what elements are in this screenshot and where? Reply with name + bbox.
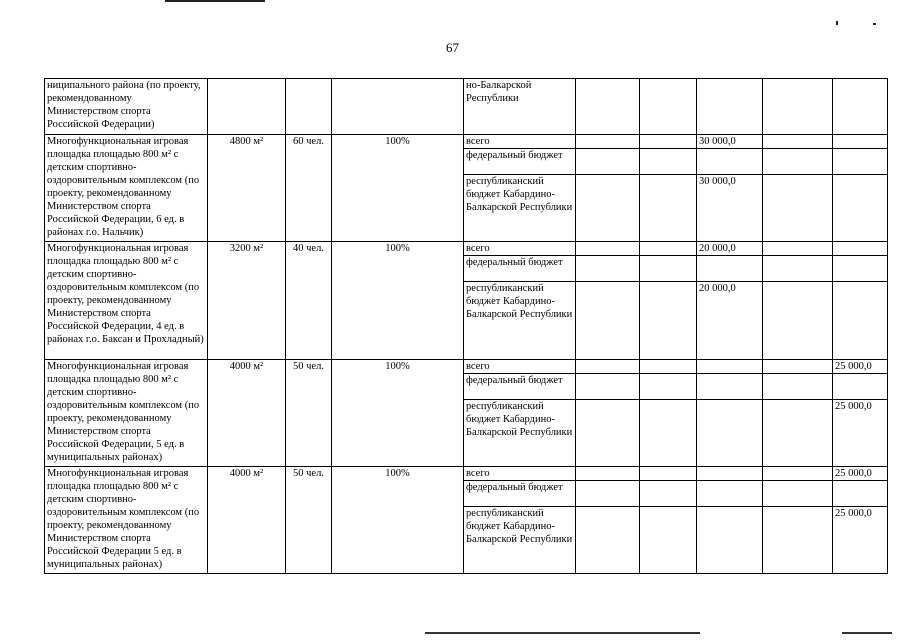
- amount-cell-b: [833, 282, 888, 360]
- amount-cell-b: [833, 256, 888, 282]
- source-cell: но-Балкарской Республики: [464, 79, 576, 135]
- amount-cell-a: [697, 467, 763, 481]
- amount-cell: [763, 467, 833, 481]
- amount-cell: [640, 481, 697, 507]
- percent-cell: [332, 79, 464, 135]
- amount-cell-a: 30 000,0: [697, 135, 763, 149]
- amount-cell: [576, 507, 640, 574]
- amount-cell: [640, 374, 697, 400]
- amount-cell: [763, 360, 833, 374]
- amount-cell-a: [697, 481, 763, 507]
- table-row: [45, 467, 888, 481]
- amount-cell: [697, 79, 763, 135]
- scan-artifact-bottom: [842, 632, 892, 634]
- table-row: [45, 135, 888, 149]
- amount-cell: [833, 79, 888, 135]
- amount-cell-a: [697, 256, 763, 282]
- scan-artifact-top: [165, 0, 265, 2]
- table-row: [45, 360, 888, 374]
- area-cell: 4000 м²: [208, 360, 286, 467]
- amount-cell: [576, 149, 640, 175]
- amount-cell-a: 30 000,0: [697, 175, 763, 242]
- amount-cell: [763, 507, 833, 574]
- amount-cell: [640, 242, 697, 256]
- item-name-cell: Многофункциональная игровая площадка площадью 800 м² с детским спортивно-оздоровительным комплексом (по проекту, рекомендованному Министерством спорта Российской Федерации, 5 ед. в муниципальных районах): [45, 360, 208, 467]
- amount-cell: [576, 79, 640, 135]
- capacity-cell: 50 чел.: [286, 360, 332, 467]
- amount-cell-a: 20 000,0: [697, 282, 763, 360]
- amount-cell-b: [833, 135, 888, 149]
- amount-cell: [576, 242, 640, 256]
- amount-cell: [640, 282, 697, 360]
- area-cell: [208, 79, 286, 135]
- page-number: 67: [446, 40, 459, 55]
- amount-cell: [763, 481, 833, 507]
- amount-cell: [576, 481, 640, 507]
- item-name-cell: ниципального района (по проекту, рекомендованному Министерством спорта Российской Федерации): [45, 79, 208, 135]
- item-name-cell: Многофункциональная игровая площадка площадью 800 м² с детским спортивно-оздоровительным комплексом (по проекту, рекомендованному Министерством спорта Российской Федерации, 4 ед. в районах г.о. Баксан и Прохладный): [45, 242, 208, 360]
- table-body: [45, 79, 888, 574]
- amount-cell: [576, 256, 640, 282]
- capacity-cell: 40 чел.: [286, 242, 332, 360]
- amount-cell: [576, 135, 640, 149]
- amount-cell-a: [697, 149, 763, 175]
- amount-cell-a: [697, 507, 763, 574]
- scan-artifact-dot: [873, 23, 876, 25]
- amount-cell: [763, 135, 833, 149]
- amount-cell: [763, 79, 833, 135]
- funding-table: [44, 78, 888, 574]
- amount-cell-b: [833, 149, 888, 175]
- area-cell: 3200 м²: [208, 242, 286, 360]
- amount-cell-b: 25 000,0: [833, 360, 888, 374]
- funding-source-cell: федеральный бюджет: [464, 149, 576, 175]
- funding-source-cell: всего: [464, 467, 576, 481]
- amount-cell: [640, 467, 697, 481]
- amount-cell-b: 25 000,0: [833, 467, 888, 481]
- amount-cell: [640, 507, 697, 574]
- amount-cell: [640, 135, 697, 149]
- capacity-cell: [286, 79, 332, 135]
- scan-artifact-dot: [836, 21, 838, 25]
- funding-source-cell: республиканский бюджет Кабардино-Балкарской Республики: [464, 282, 576, 360]
- funding-source-cell: федеральный бюджет: [464, 256, 576, 282]
- amount-cell: [640, 79, 697, 135]
- scan-artifact-bottom: [425, 632, 700, 634]
- amount-cell-b: [833, 481, 888, 507]
- table-row: [45, 242, 888, 256]
- percent-cell: 100%: [332, 242, 464, 360]
- funding-source-cell: федеральный бюджет: [464, 374, 576, 400]
- amount-cell-a: [697, 400, 763, 467]
- amount-cell-a: [697, 360, 763, 374]
- funding-source-cell: федеральный бюджет: [464, 481, 576, 507]
- amount-cell-a: [697, 374, 763, 400]
- area-cell: 4800 м²: [208, 135, 286, 242]
- amount-cell: [640, 360, 697, 374]
- amount-cell: [576, 467, 640, 481]
- amount-cell: [640, 400, 697, 467]
- amount-cell: [763, 400, 833, 467]
- amount-cell: [763, 175, 833, 242]
- amount-cell: [763, 242, 833, 256]
- amount-cell-b: [833, 374, 888, 400]
- funding-source-cell: всего: [464, 360, 576, 374]
- funding-source-cell: всего: [464, 135, 576, 149]
- funding-source-cell: республиканский бюджет Кабардино-Балкарской Республики: [464, 175, 576, 242]
- percent-cell: 100%: [332, 467, 464, 574]
- percent-cell: 100%: [332, 360, 464, 467]
- amount-cell: [640, 149, 697, 175]
- capacity-cell: 50 чел.: [286, 467, 332, 574]
- item-name-cell: Многофункциональная игровая площадка площадью 800 м² с детским спортивно-оздоровительным комплексом (по проекту, рекомендованному Министерством спорта Российской Федерации, 6 ед. в районах г.о. Нальчик): [45, 135, 208, 242]
- amount-cell: [576, 374, 640, 400]
- item-name-cell: Многофункциональная игровая площадка площадью 800 м² с детским спортивно-оздоровительным комплексом (по проекту, рекомендованному Министерством спорта Российской Федерации 5 ед. в муниципальных районах): [45, 467, 208, 574]
- amount-cell: [640, 175, 697, 242]
- amount-cell: [576, 400, 640, 467]
- area-cell: 4000 м²: [208, 467, 286, 574]
- amount-cell: [763, 149, 833, 175]
- amount-cell: [763, 374, 833, 400]
- amount-cell-b: 25 000,0: [833, 507, 888, 574]
- amount-cell-b: [833, 175, 888, 242]
- amount-cell: [576, 360, 640, 374]
- capacity-cell: 60 чел.: [286, 135, 332, 242]
- amount-cell: [576, 282, 640, 360]
- funding-source-cell: республиканский бюджет Кабардино-Балкарской Республики: [464, 507, 576, 574]
- amount-cell-a: 20 000,0: [697, 242, 763, 256]
- percent-cell: 100%: [332, 135, 464, 242]
- amount-cell: [640, 256, 697, 282]
- amount-cell: [763, 256, 833, 282]
- funding-source-cell: республиканский бюджет Кабардино-Балкарской Республики: [464, 400, 576, 467]
- table-row-continuation: [45, 79, 888, 135]
- amount-cell-b: [833, 242, 888, 256]
- amount-cell-b: 25 000,0: [833, 400, 888, 467]
- funding-source-cell: всего: [464, 242, 576, 256]
- amount-cell: [576, 175, 640, 242]
- amount-cell: [763, 282, 833, 360]
